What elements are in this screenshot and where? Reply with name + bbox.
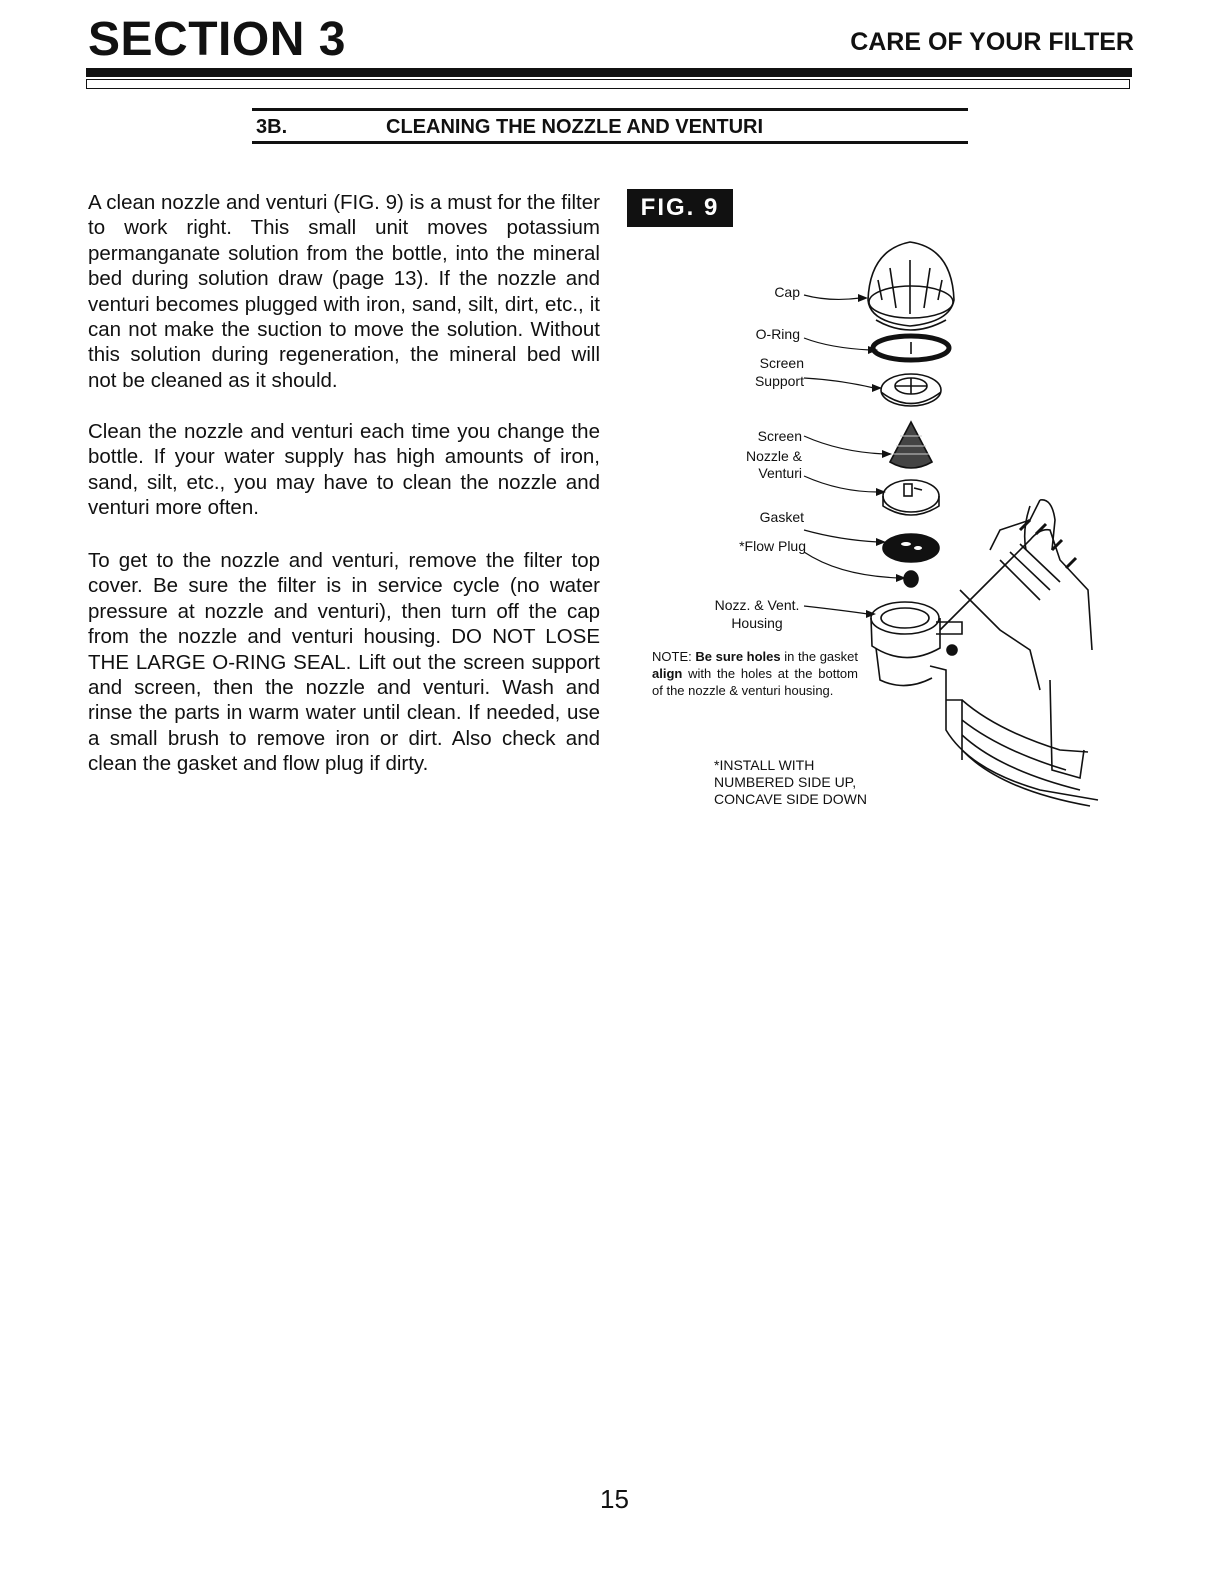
install-line-2: NUMBERED SIDE UP, [714, 774, 857, 790]
label-gasket: Gasket [759, 509, 804, 525]
subsection-number: 3B. [256, 116, 288, 138]
section-title: SECTION 3 [88, 13, 346, 66]
install-line-1: *INSTALL WITH [714, 757, 815, 773]
label-screen: Screen [757, 428, 802, 444]
label-cap: Cap [774, 284, 800, 300]
note-bold-1: Be sure holes [695, 649, 781, 664]
paragraph-procedure: To get to the nozzle and venturi, remove the filter top cover. Be sure the filter is in service cycle (no water pressure at nozzle and venturi), then turn off the cap from the nozzle and venturi housing. DO NOT LOSE THE LARGE O-RING SEAL. Lift out the screen support and screen, then the nozzle and venturi. Wash and rinse the parts in warm water until clean. If needed, use a small brush to remove iron or dirt. Also check and clean the gasket and flow plug if dirty. [88, 549, 600, 776]
label-oring: O-Ring [755, 326, 800, 342]
note-rest: with the holes at the bottom of the nozzle & venturi housing. [652, 666, 858, 698]
flow-plug-part [904, 571, 918, 587]
screen-support-part [881, 374, 941, 406]
install-line-3: CONCAVE SIDE DOWN [714, 791, 867, 807]
page-number: 15 [600, 1484, 629, 1514]
gasket-part [883, 534, 939, 562]
note-prefix: NOTE: [652, 649, 692, 664]
note-bold-2: align [652, 666, 683, 681]
header-rule-thick [86, 68, 1132, 77]
label-housing-2: Housing [731, 615, 783, 631]
note-mid-1: in the gasket [784, 649, 858, 664]
label-housing-1: Nozz. & Vent. [714, 597, 800, 613]
install-note [714, 757, 867, 808]
figure-note [652, 648, 858, 699]
label-screen-support-1: Screen [759, 355, 804, 371]
paragraph-frequency: Clean the nozzle and venturi each time you change the bottle. If your water supply has high amounts of iron, sand, silt, etc., you may have to clean the nozzle and venturi more often. [88, 420, 600, 520]
label-nozzle-2: Venturi [758, 465, 802, 481]
header-rule-box [86, 79, 1130, 89]
label-flow-plug: *Flow Plug [739, 538, 806, 554]
cap-part [868, 242, 954, 330]
section-subtitle: CARE OF YOUR FILTER [850, 28, 1134, 56]
label-nozzle-1: Nozzle & [745, 448, 802, 464]
nozzle-venturi-part [883, 480, 939, 515]
subsection-title: CLEANING THE NOZZLE AND VENTURI [386, 116, 764, 138]
figure-badge: FIG. 9 [627, 189, 733, 227]
screen-part [890, 422, 932, 468]
paragraph-intro: A clean nozzle and venturi (FIG. 9) is a must for the filter to work right. This small unit moves potassium permanganate solution from the bottle, into the mineral bed during solution draw (page 13). If the nozzle and venturi becomes plugged with iron, sand, silt, dirt, etc., it can not make the suction to move the solution. Without this solution during regeneration, the mineral bed will not be cleaned as it should. [88, 191, 600, 392]
label-screen-support-2: Support [754, 373, 804, 389]
